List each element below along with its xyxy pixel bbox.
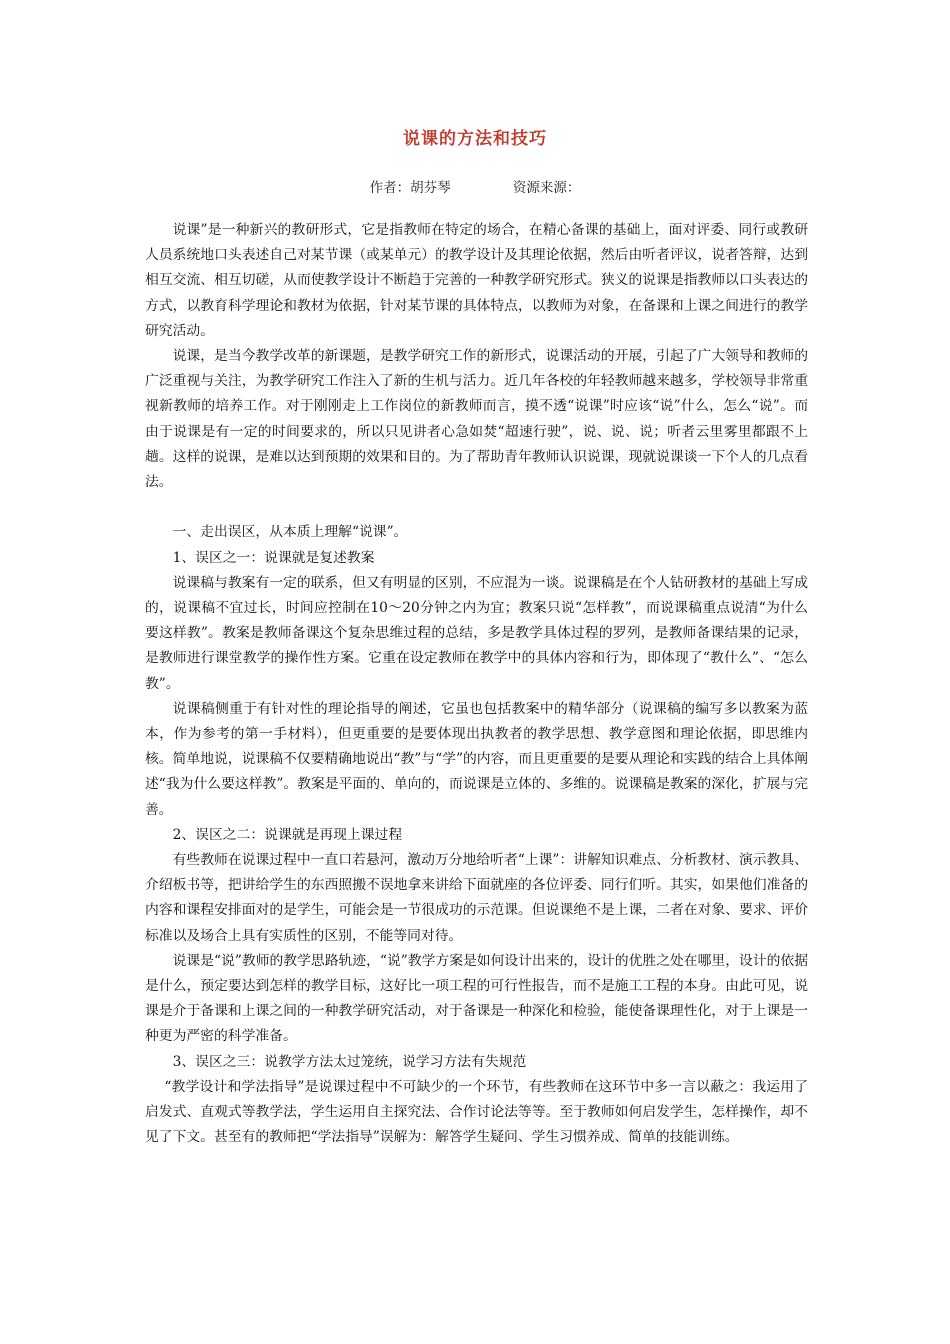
- item-3-heading: 3、误区之三：说教学方法太过笼统，说学习方法有失规范: [172, 1053, 527, 1070]
- document-title: 说课的方法和技巧: [403, 129, 547, 149]
- item-1-paragraph-2: 说课稿侧重于有针对性的理论指导的阐述，它虽也包括教案中的精华部分（说课稿的编写多以教案为蓝本，作为参考的第一手材料），但更重要的是要体现出执教者的教学思想、教学意图和理论依据，即思维内核。简单地说，说课稿不仅要精确地说出“教”与“学”的内容，而且更重要的是要从理论和实践的结合上具体阐述“我为什么要这样教”。教案是平面的、单向的，而说课是立体的、多维的。说课稿是教案的深化，扩展与完善。: [145, 700, 808, 818]
- item-2-paragraph-2: 说课是“说”教师的教学思路轨迹，“说”教学方案是如何设计出来的，设计的优胜之处在哪里，设计的依据是什么，预定要达到怎样的教学目标，这好比一项工程的可行性报告，而不是施工工程的本身。由此可见，说课是介于备课和上课之间的一种教学研究活动，对于备课是一种深化和检验，能使备课理性化，对于上课是一种更为严密的科学准备。: [145, 952, 808, 1045]
- item-3-paragraph-1: “教学设计和学法指导”是说课过程中不可缺少的一个环节，有些教师在这环节中多一言以蔽之：我运用了启发式、直观式等教学法，学生运用自主探究法、合作讨论法等等。至于教师如何启发学生，怎样操作，却不见了下文。甚至有的教师把“学法指导”误解为：解答学生疑问、学生习惯养成、简单的技能训练。: [145, 1078, 808, 1146]
- document-body: [145, 218, 808, 1151]
- source-label: 资源来源：: [512, 180, 581, 196]
- author-label: 作者：胡芬琴: [369, 180, 451, 196]
- item-1-heading: 1、误区之一：说课就是复述教案: [172, 549, 375, 566]
- item-2-paragraph-1: 有些教师在说课过程中一直口若悬河，激动万分地给听者“上课”：讲解知识难点、分析教材、演示教具、介绍板书等，把讲给学生的东西照搬不误地拿来讲给下面就座的各位评委、同行们听。其实，如果他们准备的内容和课程安排面对的是学生，可能会是一节很成功的示范课。但说课绝不是上课，二者在对象、要求、评价标准以及场合上具有实质性的区别，不能等同对待。: [145, 852, 808, 944]
- intro-paragraph-2: 说课，是当今教学改革的新课题，是教学研究工作的新形式，说课活动的开展，引起了广大领导和教师的广泛重视与关注，为教学研究工作注入了新的生机与活力。近几年各校的年轻教师越来越多，学校领导非常重视新教师的培养工作。对于刚刚走上工作岗位的新教师而言，摸不透“说课”时应该“说”什么，怎么“说”。而由于说课是有一定的时间要求的，所以只见讲者心急如焚“超速行驶”，说、说、说；听者云里雾里都跟不上趟。这样的说课，是难以达到预期的效果和目的。为了帮助青年教师认识说课，现就说课谈一下个人的几点看法。: [145, 348, 808, 491]
- section-1-heading: 一、走出误区，从本质上理解“说课”。: [172, 524, 408, 541]
- paragraph-spacer: [145, 495, 808, 520]
- item-1-paragraph-1: 说课稿与教案有一定的联系，但又有明显的区别，不应混为一谈。说课稿是在个人钻研教材的基础上写成的，说课稿不宜过长，时间应控制在10～20分钟之内为宜；教案只说“怎样教”，而说课稿重点说清“为什么要这样教”。教案是教师备课这个复杂思维过程的总结，多是教学具体过程的罗列，是教师备课结果的记录，是教师进行课堂教学的操作性方案。它重在设定教师在教学中的具体内容和行为，即体现了“教什么”、“怎么教”。: [145, 574, 808, 692]
- intro-paragraph-1: 说课”是一种新兴的教研形式，它是指教师在特定的场合，在精心备课的基础上，面对评委、同行或教研人员系统地口头表述自己对某节课（或某单元）的教学设计及其理论依据，然后由听者评议，说者答辩，达到相互交流、相互切磋，从而使教学设计不断趋于完善的一种教学研究形式。狭义的说课是指教师以口头表达的方式，以教育科学理论和教材为依据，针对某节课的具体特点，以教师为对象，在备课和上课之间进行的教学研究活动。: [145, 222, 808, 339]
- document-meta: [0, 176, 950, 196]
- item-2-heading: 2、误区之二：说课就是再现上课过程: [172, 826, 403, 843]
